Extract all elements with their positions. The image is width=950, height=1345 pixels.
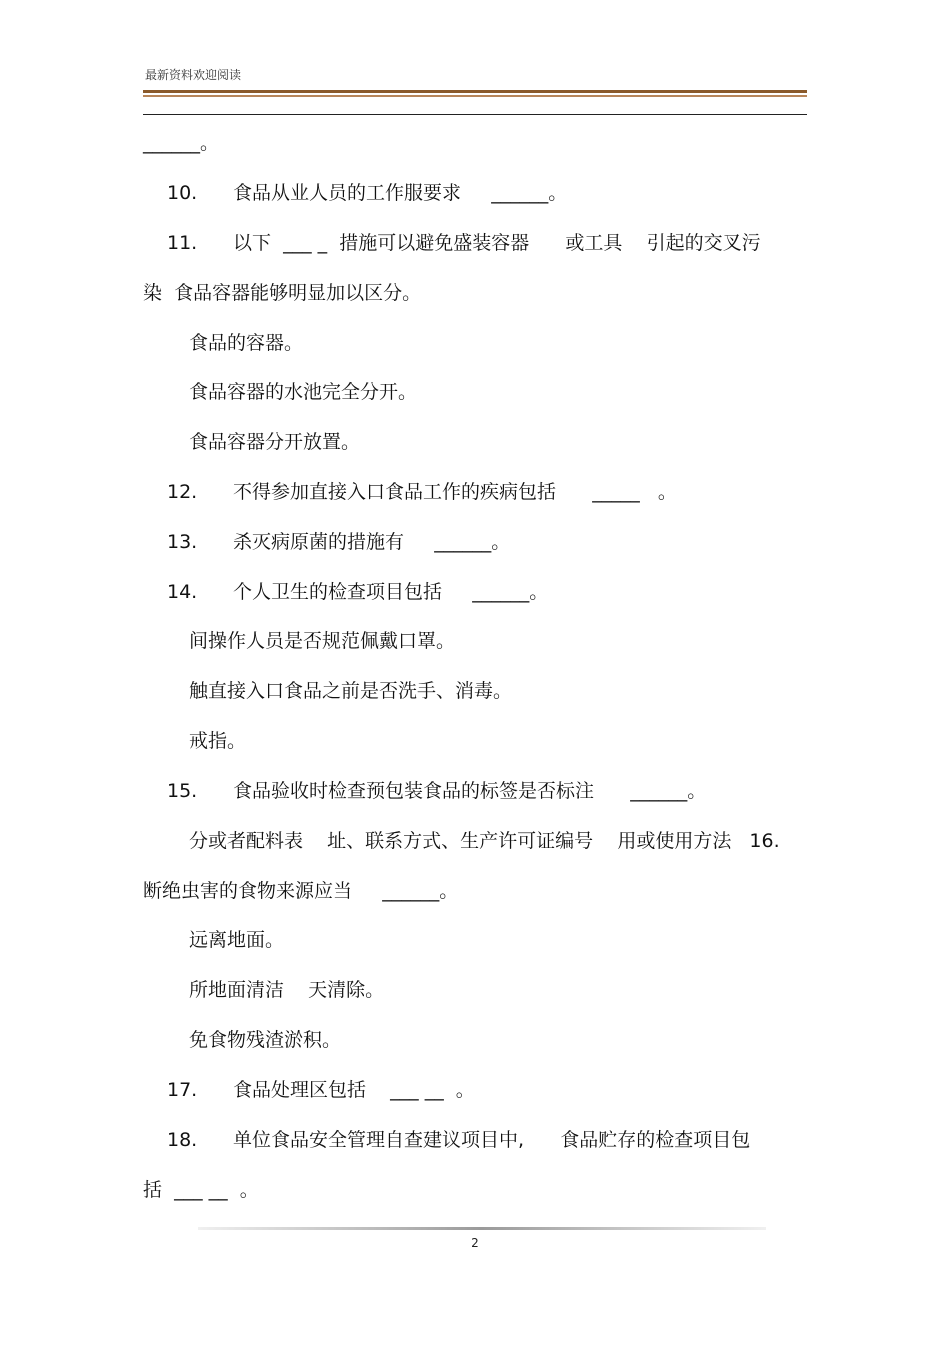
question-text: 杀灭病原菌的措施有 ______。 [233, 531, 511, 553]
question-18 [167, 1128, 750, 1152]
question-text: 食品从业人员的工作服要求 ______。 [233, 182, 568, 204]
answer-option: 食品容器分开放置。 [189, 431, 361, 453]
question-17 [167, 1078, 475, 1102]
text-line: 染 食品容器能够明显加以区分。 [143, 282, 422, 304]
question-number: 15. [167, 780, 198, 802]
answer-option: 戒指。 [189, 730, 247, 752]
question-text: 个人卫生的检查项目包括 ______。 [233, 581, 549, 603]
content-divider [143, 114, 807, 115]
answer-option: 分或者配料表 址、联系方式、生产许可证编号 用或使用方法 16. [189, 830, 780, 852]
text-line: ______。 [143, 132, 220, 154]
header-title: 最新资料欢迎阅读 [145, 68, 242, 82]
answer-option: 间操作人员是否规范佩戴口罩。 [189, 630, 456, 652]
question-number: 17. [167, 1079, 198, 1101]
question-text: 单位食品安全管理自查建议项目中, 食品贮存的检查项目包 [233, 1129, 751, 1151]
answer-option: 远离地面。 [189, 929, 285, 951]
question-15 [167, 779, 706, 803]
answer-option: 触直接入口食品之前是否洗手、消毒。 [189, 680, 513, 702]
answer-option: 食品的容器。 [189, 332, 304, 354]
text-line: 括 ___ __ 。 [143, 1179, 259, 1201]
question-text: 以下 ___ _ 措施可以避免盛装容器 或工具 引起的交叉污 [233, 232, 761, 254]
question-number: 11. [167, 232, 198, 254]
question-number: 18. [167, 1129, 198, 1151]
question-14 [167, 580, 548, 604]
question-text: 不得参加直接入口食品工作的疾病包括 _____ 。 [233, 481, 677, 503]
question-text: 食品处理区包括 ___ __ 。 [233, 1079, 475, 1101]
answer-option: 所地面清洁 天清除。 [189, 979, 385, 1001]
question-12 [167, 480, 677, 504]
question-number: 12. [167, 481, 198, 503]
question-number: 14. [167, 581, 198, 603]
question-10 [167, 181, 567, 205]
question-16-text: 断绝虫害的食物来源应当 ______。 [143, 880, 459, 902]
question-13 [167, 530, 510, 554]
footer-rule [198, 1227, 766, 1230]
question-number: 10. [167, 182, 198, 204]
page-number: 2 [471, 1236, 479, 1250]
question-text: 食品验收时检查预包装食品的标签是否标注 ______。 [233, 780, 707, 802]
answer-option: 食品容器的水池完全分开。 [189, 381, 418, 403]
header-rule-bottom [143, 95, 807, 97]
question-11 [167, 231, 761, 255]
header-rule-top [143, 90, 807, 93]
question-number: 13. [167, 531, 198, 553]
answer-option: 免食物残渣淤积。 [189, 1029, 342, 1051]
